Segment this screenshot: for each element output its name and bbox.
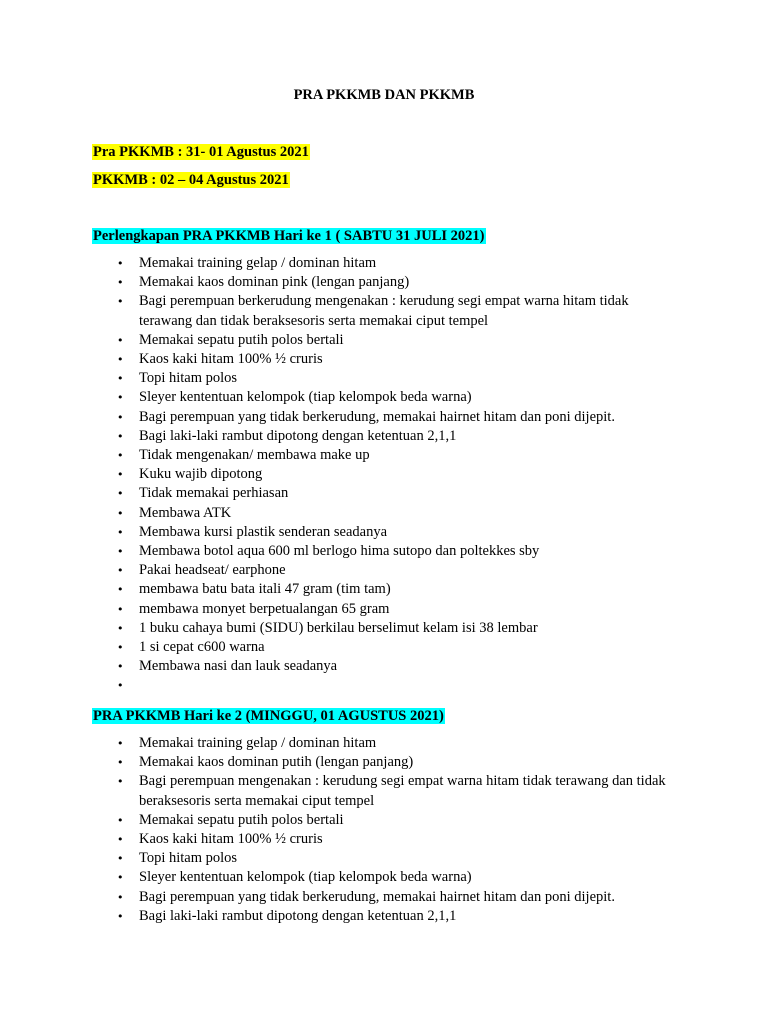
list-item (92, 772, 682, 810)
list-item (92, 331, 682, 350)
list-item (92, 638, 682, 657)
bullet-icon: • (117, 871, 124, 885)
list-item (92, 561, 682, 580)
list-item-text: Bagi perempuan yang tidak berkerudung, memakai hairnet hitam dan poni dijepit. (139, 888, 615, 905)
section-heading-day-1 (92, 227, 486, 245)
schedule-pra-pkkmb-text: Pra PKKMB : 31- 01 Agustus 2021 (93, 144, 309, 160)
section-heading-day-1-text: Perlengkapan PRA PKKMB Hari ke 1 ( SABTU 31 JULI 2021) (93, 228, 485, 244)
bullet-icon: • (117, 468, 124, 482)
bullet-icon: • (117, 756, 124, 770)
list-item (92, 465, 682, 484)
list-item (92, 600, 682, 619)
list-item-text: Memakai sepatu putih polos bertali (139, 811, 344, 828)
list-item (92, 408, 682, 427)
list-item-text: Membawa botol aqua 600 ml berlogo hima sutopo dan poltekkes sby (139, 543, 540, 560)
bullet-icon: • (117, 333, 124, 347)
bullet-icon: • (117, 372, 124, 386)
bullet-icon: • (117, 583, 124, 597)
list-item-text: Memakai training gelap / dominan hitam (139, 735, 377, 751)
list-item-text: Membawa kursi plastik senderan seadanya (139, 523, 388, 540)
bullet-icon: • (117, 641, 124, 655)
list-item (92, 504, 682, 523)
bullet-icon: • (117, 257, 124, 270)
bullet-icon: • (117, 525, 124, 539)
bullet-icon: • (117, 410, 124, 424)
bullet-icon: • (117, 890, 124, 904)
bullet-icon: • (117, 909, 124, 923)
bullet-icon: • (117, 737, 124, 750)
list-item-text: Bagi perempuan berkerudung mengenakan : kerudung segi empat warna hitam tidak terawang dan tidak beraksesoris serta memakai ciput tempel (139, 293, 629, 329)
list-item (92, 254, 682, 273)
list-item (92, 888, 682, 907)
bullet-icon: • (117, 449, 124, 463)
list-item-text: Pakai headseat/ earphone (139, 562, 286, 579)
list-item-text: Sleyer kententuan kelompok (tiap kelompok beda warna) (139, 869, 472, 886)
list-item-text: Bagi perempuan yang tidak berkerudung, memakai hairnet hitam dan poni dijepit. (139, 408, 615, 425)
schedule-pkkmb (92, 171, 290, 189)
list-item-text: Kuku wajib dipotong (139, 466, 263, 483)
list-item (92, 830, 682, 849)
list-item (92, 868, 682, 887)
bullet-icon: • (117, 660, 124, 674)
list-item-text: Tidak memakai perhiasan (139, 485, 289, 502)
schedule-pra-pkkmb (92, 143, 310, 161)
list-item-text: Kaos kaki hitam 100% ½ cruris (139, 351, 323, 368)
bullet-icon: • (117, 506, 124, 520)
list-item-text: Memakai sepatu putih polos bertali (139, 331, 344, 348)
schedule-pkkmb-text: PKKMB : 02 – 04 Agustus 2021 (93, 172, 289, 188)
bullet-icon: • (117, 545, 124, 559)
section-heading-day-2-text: PRA PKKMB Hari ke 2 (MINGGU, 01 AGUSTUS 2021) (93, 708, 444, 724)
bullet-icon: • (117, 487, 124, 501)
list-item-text: 1 si cepat c600 warna (139, 639, 265, 656)
bullet-icon: • (117, 813, 124, 827)
list-item (92, 388, 682, 407)
list-item (92, 753, 682, 772)
list-item-text: Tidak mengenakan/ membawa make up (139, 447, 370, 464)
bullet-icon: • (117, 564, 124, 578)
bullet-icon: • (117, 391, 124, 405)
list-item (92, 734, 682, 753)
bullet-icon: • (117, 602, 124, 616)
list-item-text: Bagi laki-laki rambut dipotong dengan ketentuan 2,1,1 (139, 907, 457, 924)
list-item-text: membawa monyet berpetualangan 65 gram (139, 600, 390, 617)
list-item-text: Bagi laki-laki rambut dipotong dengan ketentuan 2,1,1 (139, 427, 457, 444)
equipment-list-day-2 (92, 734, 682, 926)
list-item-text: Memakai kaos dominan pink (lengan panjang) (139, 274, 410, 291)
list-item-text: Membawa ATK (139, 504, 232, 521)
section-heading-day-2 (92, 707, 445, 725)
bullet-icon: • (117, 679, 124, 693)
list-item (92, 484, 682, 503)
list-item (92, 811, 682, 830)
list-item-text: Bagi perempuan mengenakan : kerudung segi empat warna hitam tidak terawang dan tidak beraksesoris serta memakai ciput tempel (139, 773, 666, 809)
list-item (92, 369, 682, 388)
list-item (92, 542, 682, 561)
list-item-text: membawa batu bata itali 47 gram (tim tam) (139, 581, 391, 598)
list-item (92, 427, 682, 446)
list-item-text: Topi hitam polos (139, 370, 238, 387)
list-item (92, 849, 682, 868)
bullet-icon: • (117, 295, 124, 309)
bullet-icon: • (117, 429, 124, 443)
list-item (92, 657, 682, 676)
list-item-text: Memakai kaos dominan putih (lengan panjang) (139, 754, 414, 771)
bullet-icon: • (117, 353, 124, 367)
list-item-text: Memakai training gelap / dominan hitam (139, 255, 377, 271)
list-item-text: Topi hitam polos (139, 850, 238, 867)
list-item (92, 619, 682, 638)
list-item-text: Kaos kaki hitam 100% ½ cruris (139, 831, 323, 848)
list-item (92, 350, 682, 369)
bullet-icon: • (117, 833, 124, 847)
document-title: PRA PKKMB DAN PKKMB (293, 87, 475, 103)
equipment-list-day-1 (92, 254, 682, 693)
bullet-icon: • (117, 852, 124, 866)
list-item-text: Sleyer kententuan kelompok (tiap kelompok beda warna) (139, 389, 472, 406)
list-item-text: Membawa nasi dan lauk seadanya (139, 658, 338, 675)
list-item (92, 446, 682, 465)
list-item-text: 1 buku cahaya bumi (SIDU) berkilau berselimut kelam isi 38 lembar (139, 619, 538, 636)
bullet-icon: • (117, 276, 124, 290)
list-item (92, 580, 682, 599)
list-item (92, 292, 682, 330)
bullet-icon: • (117, 621, 124, 635)
list-item (92, 523, 682, 542)
list-item (92, 907, 682, 926)
bullet-icon: • (117, 775, 124, 789)
list-item (92, 273, 682, 292)
